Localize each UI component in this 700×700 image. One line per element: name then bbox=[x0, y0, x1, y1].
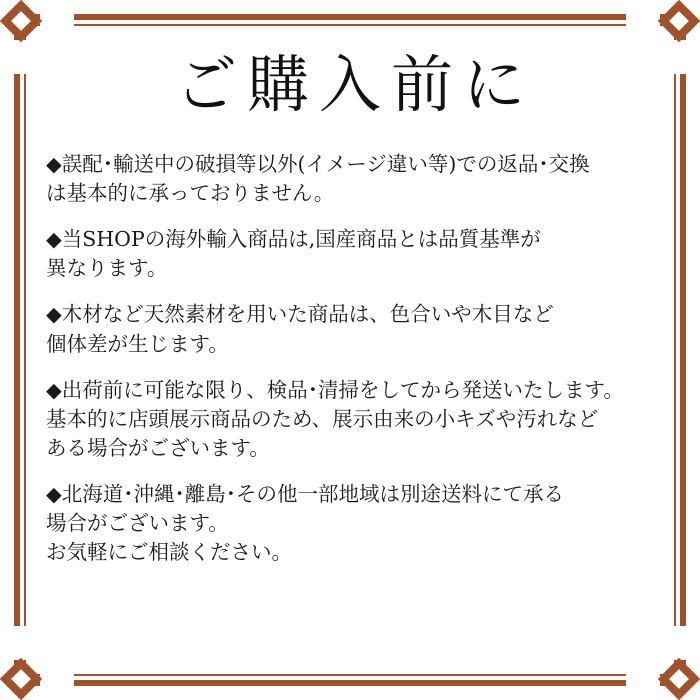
border-notch-right-bottom bbox=[666, 626, 692, 660]
notice-line: ◆木材など天然素材を用いた商品は、色合いや木目など bbox=[46, 302, 554, 327]
border-notch-top-left bbox=[40, 8, 74, 34]
notice-list bbox=[44, 150, 656, 567]
border-notch-right-top bbox=[666, 40, 692, 74]
notice-content bbox=[44, 40, 656, 660]
notice-line: 異なります。 bbox=[46, 256, 168, 281]
border-notch-top-right bbox=[626, 8, 660, 34]
notice-item-natural-material bbox=[46, 300, 656, 358]
page-title: ご購入前に bbox=[174, 48, 535, 121]
border-notch-left-bottom bbox=[8, 626, 34, 660]
border-notch-bottom-right bbox=[626, 666, 660, 692]
notice-item-shipping-area bbox=[46, 480, 656, 567]
notice-line: 基本的に店頭展示商品のため、展示由来の小キズや汚れなど bbox=[46, 406, 599, 431]
notice-item-inspection bbox=[46, 376, 656, 463]
notice-line: ◆北海道･沖縄･離島･その他一部地域は別途送料にて承る bbox=[46, 481, 565, 506]
notice-line: ◆出荷前に可能な限り、検品･清掃をしてから発送いたします。 bbox=[46, 377, 624, 402]
notice-line: お気軽にご相談ください。 bbox=[46, 540, 292, 565]
notice-line: 場合がございます。 bbox=[46, 511, 229, 536]
notice-line: は基本的に承っておりません。 bbox=[46, 181, 335, 206]
notice-line: ◆当SHOPの海外輸入商品は,国産商品とは品質基準が bbox=[46, 227, 541, 252]
border-notch-left-top bbox=[8, 40, 34, 74]
notice-line: ◆誤配･輸送中の破損等以外(イメージ違い等)での返品･交換 bbox=[46, 152, 590, 176]
border-notch-bottom-left bbox=[40, 666, 74, 692]
notice-item-import-quality bbox=[46, 225, 656, 283]
notice-item-returns bbox=[46, 150, 656, 208]
notice-line: 個体差が生じます。 bbox=[46, 331, 229, 356]
notice-line: ある場合がございます。 bbox=[46, 435, 270, 460]
